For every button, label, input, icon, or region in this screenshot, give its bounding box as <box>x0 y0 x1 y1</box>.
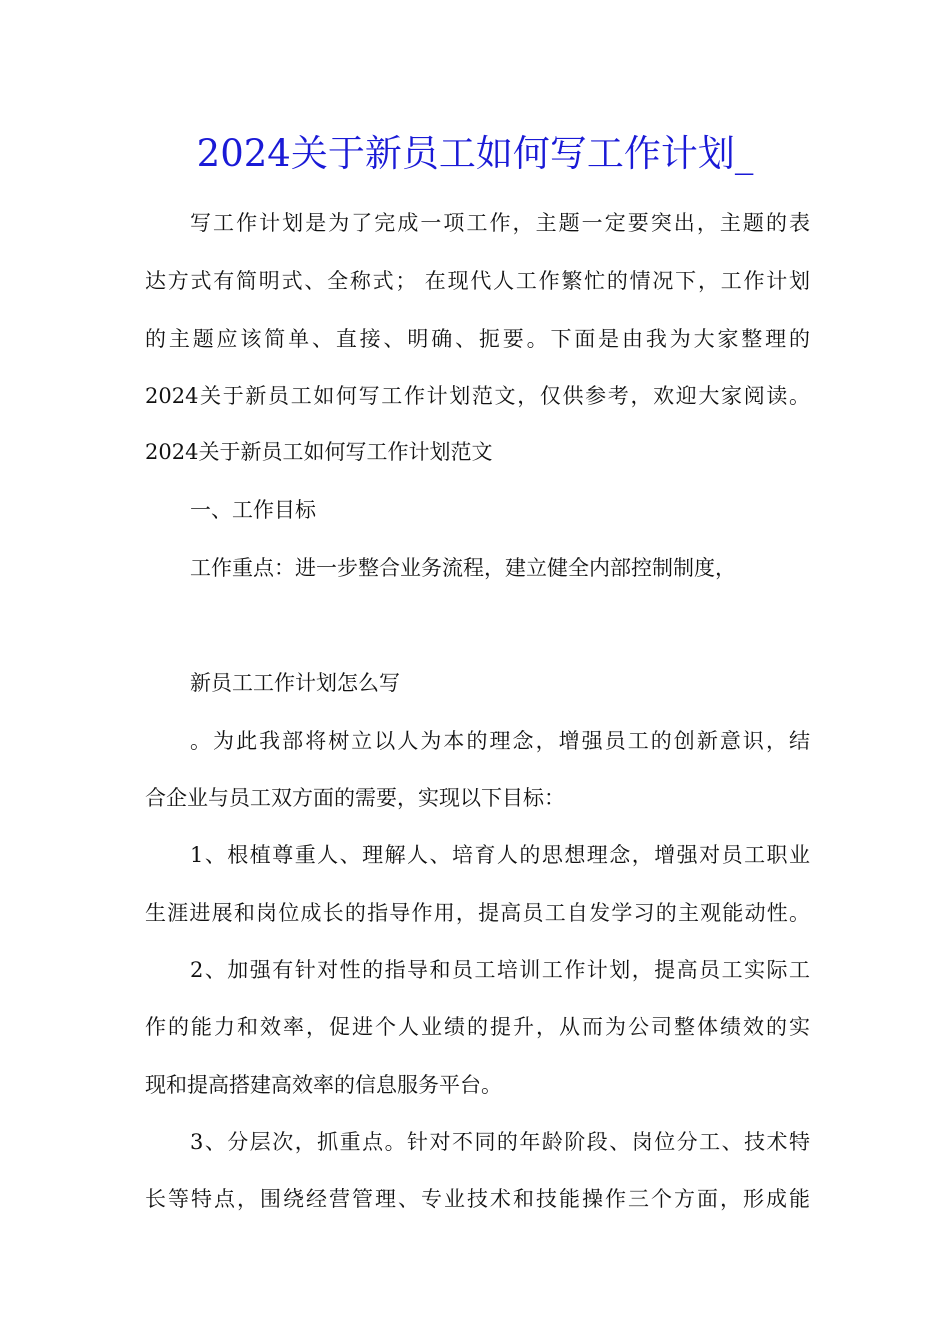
paragraph-line: 生涯进展和岗位成长的指导作用，提高员工自发学习的主观能动性。 <box>145 901 810 925</box>
section-heading: 一、工作目标 <box>190 498 316 522</box>
paragraph-line: 写工作计划是为了完成一项工作，主题一定要突出，主题的表 <box>190 211 810 235</box>
document-title: 2024关于新员工如何写工作计划_ <box>196 132 754 175</box>
paragraph-line: 达方式有简明式、全称式； 在现代人工作繁忙的情况下，工作计划 <box>145 269 810 293</box>
paragraph-line: 工作重点：进一步整合业务流程，建立健全内部控制制度， <box>190 556 736 580</box>
paragraph-line: 2、加强有针对性的指导和员工培训工作计划，提高员工实际工 <box>190 958 810 982</box>
paragraph-line: 的主题应该简单、直接、明确、扼要。下面是由我为大家整理的 <box>145 327 810 351</box>
paragraph-line: 合企业与员工双方面的需要，实现以下目标： <box>145 786 565 810</box>
paragraph-line: 2024关于新员工如何写工作计划范文 <box>145 440 493 464</box>
paragraph-line: 长等特点，围绕经营管理、专业技术和技能操作三个方面，形成能 <box>145 1187 810 1211</box>
paragraph-line: 。为此我部将树立以人为本的理念，增强员工的创新意识，结 <box>190 729 810 753</box>
paragraph-line: 3、分层次，抓重点。针对不同的年龄阶段、岗位分工、技术特 <box>190 1130 810 1154</box>
subheading: 新员工工作计划怎么写 <box>190 671 400 695</box>
paragraph-line: 现和提高搭建高效率的信息服务平台。 <box>145 1073 502 1097</box>
paragraph-line: 作的能力和效率，促进个人业绩的提升，从而为公司整体绩效的实 <box>145 1015 810 1039</box>
paragraph-line: 1、根植尊重人、理解人、培育人的思想理念，增强对员工职业 <box>190 843 810 867</box>
paragraph-line: 2024关于新员工如何写工作计划范文，仅供参考，欢迎大家阅读。 <box>145 384 810 408</box>
